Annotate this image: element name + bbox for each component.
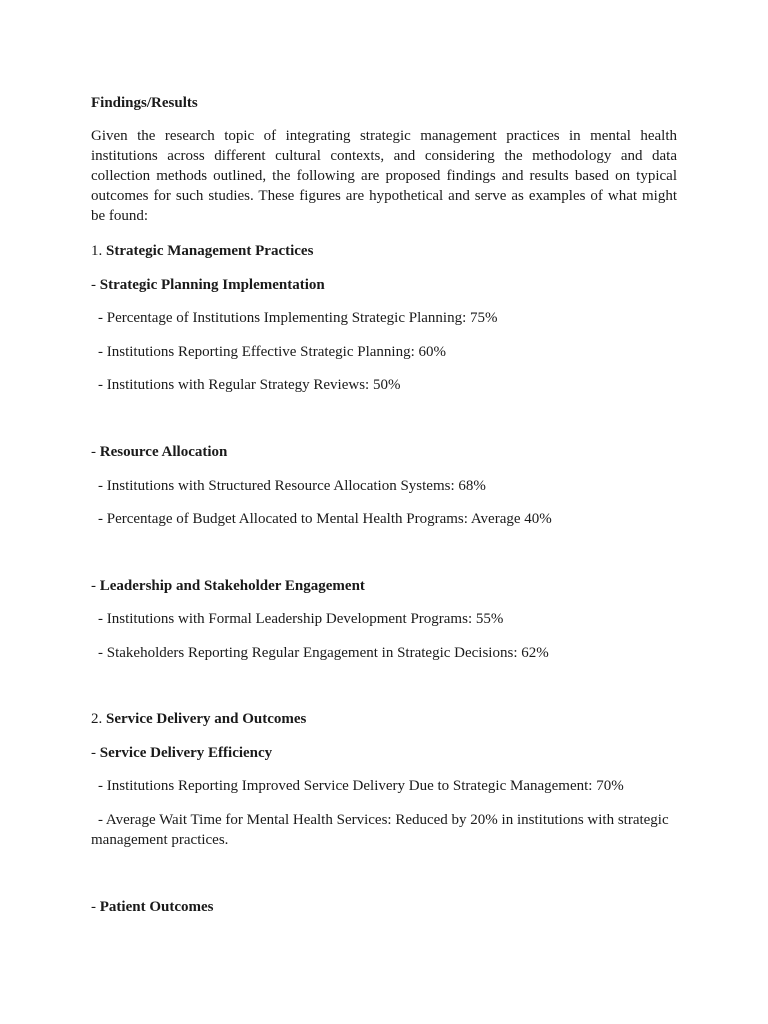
list-item: - Average Wait Time for Mental Health Services: Reduced by 20% in institutions with strategic management practices. (91, 812, 669, 848)
section-1-heading (91, 241, 677, 261)
subsection-title: Service Delivery Efficiency (99, 745, 273, 761)
document-heading: Findings/Results (91, 95, 198, 111)
section-2-heading (91, 709, 677, 729)
list-item: - Institutions with Structured Resource Allocation Systems: 68% (98, 478, 486, 494)
list-item: - Institutions with Regular Strategy Reviews: 50% (98, 377, 401, 393)
subsection-dash: - (91, 745, 100, 761)
subsection-leadership-heading (91, 576, 677, 596)
subsection-dash: - (91, 277, 100, 293)
section-2-title: Service Delivery and Outcomes (106, 711, 307, 727)
subsection-resource-allocation-heading (91, 442, 677, 462)
section-2-number: 2. (91, 711, 106, 727)
subsection-dash: - (91, 899, 100, 915)
subsection-title: Resource Allocation (99, 444, 228, 460)
subsection-title: Patient Outcomes (99, 899, 214, 915)
subsection-title: Leadership and Stakeholder Engagement (99, 578, 365, 594)
section-1-title: Strategic Management Practices (106, 243, 314, 259)
subsection-strategic-planning-heading (91, 275, 677, 295)
list-item: - Institutions Reporting Effective Strategic Planning: 60% (98, 344, 446, 360)
list-item: - Percentage of Budget Allocated to Mental Health Programs: Average 40% (98, 511, 552, 527)
subsection-dash: - (91, 444, 100, 460)
subsection-title: Strategic Planning Implementation (99, 277, 325, 293)
section-1-number: 1. (91, 243, 106, 259)
intro-paragraph: Given the research topic of integrating strategic management practices in mental health institutions across different cultural contexts, and considering the methodology and data collection methods outlined, the following are proposed findings and results based on typical outcomes for such studies. These figures are hypothetical and serve as examples of what might be found: (91, 128, 677, 224)
list-item: - Institutions Reporting Improved Service Delivery Due to Strategic Management: 70% (98, 778, 624, 794)
list-item: - Stakeholders Reporting Regular Engagement in Strategic Decisions: 62% (98, 645, 549, 661)
subsection-patient-outcomes-heading (91, 897, 677, 917)
subsection-dash: - (91, 578, 100, 594)
list-item: - Institutions with Formal Leadership Development Programs: 55% (98, 611, 504, 627)
list-item: - Percentage of Institutions Implementing Strategic Planning: 75% (98, 310, 498, 326)
subsection-service-delivery-heading (91, 743, 677, 763)
